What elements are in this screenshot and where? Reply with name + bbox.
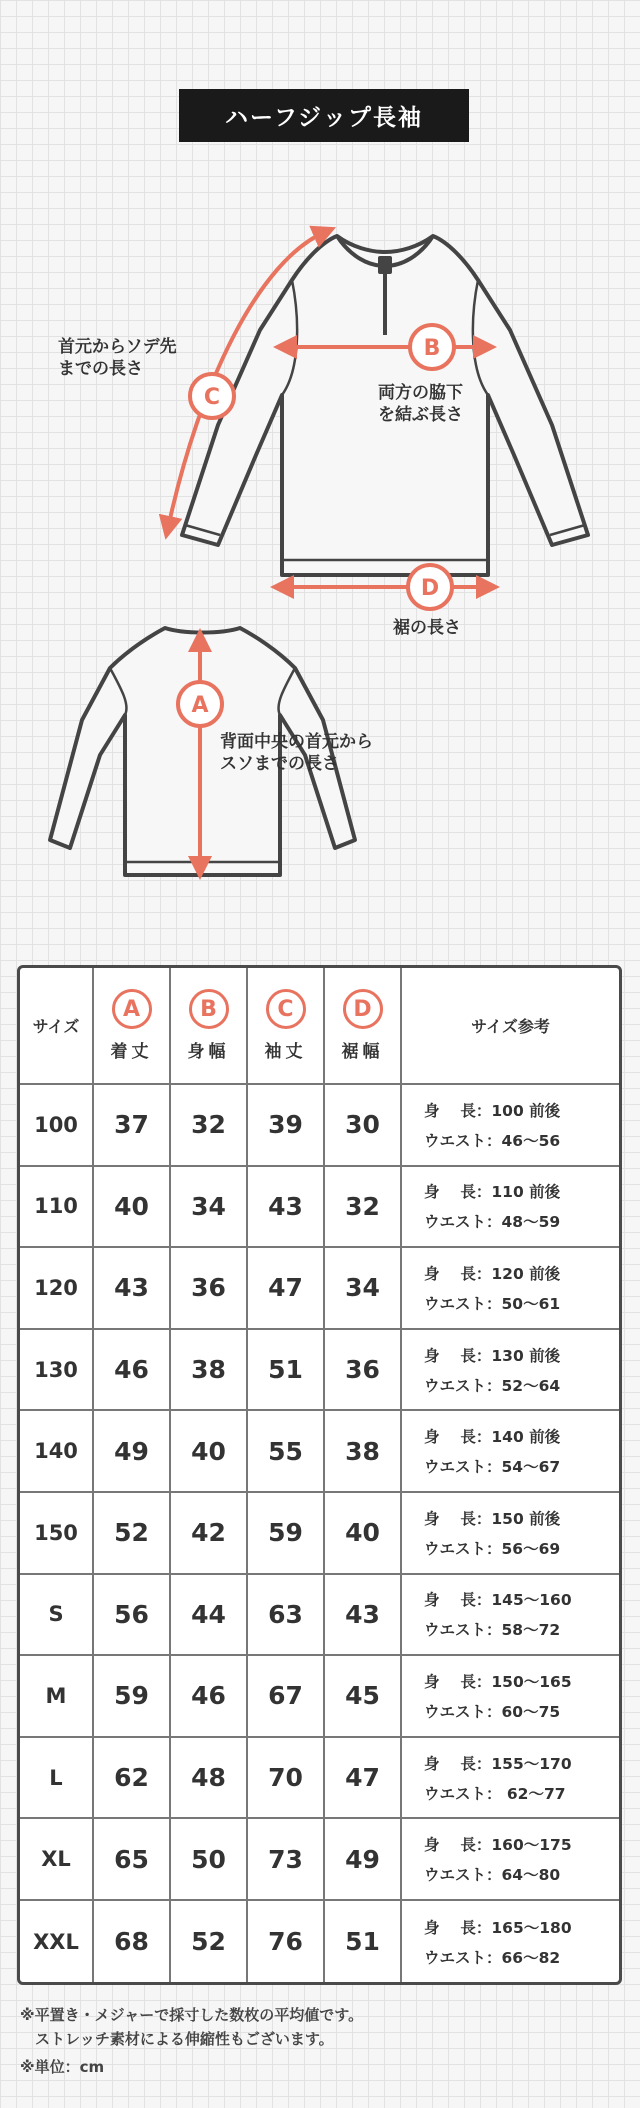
cell-b: 44 xyxy=(171,1575,248,1655)
cell-d: 47 xyxy=(325,1738,402,1818)
table-row xyxy=(20,1575,619,1657)
table-row xyxy=(20,1819,619,1901)
svg-text:B: B xyxy=(423,336,441,361)
cell-size: 110 xyxy=(20,1167,94,1247)
ref-lines xyxy=(424,1752,572,1804)
cell-d: 38 xyxy=(325,1411,402,1491)
cell-c: 43 xyxy=(248,1167,325,1247)
ref-height: 身 長：150 前後 xyxy=(424,1509,561,1528)
cell-c: 73 xyxy=(248,1819,325,1899)
marker-a-badge: A xyxy=(112,989,152,1029)
cell-b: 46 xyxy=(171,1656,248,1736)
cell-ref xyxy=(402,1085,619,1165)
cell-b: 40 xyxy=(171,1411,248,1491)
cell-a: 59 xyxy=(94,1656,171,1736)
table-row xyxy=(20,1330,619,1412)
ref-lines xyxy=(424,1180,560,1232)
label-hem: 裾の長さ xyxy=(393,618,461,638)
cell-ref xyxy=(402,1411,619,1491)
marker-c xyxy=(190,374,234,418)
cell-c: 76 xyxy=(248,1901,325,1983)
table-row xyxy=(20,1248,619,1330)
cell-size: 100 xyxy=(20,1085,94,1165)
cell-size: XXL xyxy=(20,1901,94,1983)
cell-d: 51 xyxy=(325,1901,402,1983)
table-row xyxy=(20,1656,619,1738)
ref-height: 身 長：165〜180 xyxy=(424,1918,572,1937)
table-row xyxy=(20,1493,619,1575)
header-col-a xyxy=(94,968,171,1083)
ref-height: 身 長：155〜170 xyxy=(424,1754,572,1773)
cell-ref xyxy=(402,1493,619,1573)
header-col-c xyxy=(248,968,325,1083)
ref-height: 身 長：100 前後 xyxy=(424,1101,561,1120)
size-table xyxy=(17,965,622,1985)
marker-a xyxy=(178,682,222,726)
cell-size: XL xyxy=(20,1819,94,1899)
ref-lines xyxy=(424,1916,572,1968)
cell-c: 55 xyxy=(248,1411,325,1491)
header-col-b-label: 身幅 xyxy=(187,1042,230,1062)
header-col-a-label: 着丈 xyxy=(110,1042,153,1062)
ref-waist: ウエスト： 62〜77 xyxy=(424,1784,566,1803)
ref-waist: ウエスト：52〜64 xyxy=(424,1376,561,1395)
table-row xyxy=(20,1738,619,1820)
cell-c: 70 xyxy=(248,1738,325,1818)
svg-text:A: A xyxy=(191,693,209,718)
header-col-b xyxy=(171,968,248,1083)
cell-c: 59 xyxy=(248,1493,325,1573)
note-line-1: ※平置き・メジャーで採寸した数枚の平均値です。 xyxy=(20,2006,364,2024)
cell-ref xyxy=(402,1819,619,1899)
cell-ref xyxy=(402,1738,619,1818)
table-header-row xyxy=(20,968,619,1085)
ref-waist: ウエスト：54〜67 xyxy=(424,1458,561,1477)
ref-waist: ウエスト：66〜82 xyxy=(424,1948,561,1967)
cell-d: 49 xyxy=(325,1819,402,1899)
cell-ref xyxy=(402,1656,619,1736)
cell-a: 46 xyxy=(94,1330,171,1410)
cell-d: 45 xyxy=(325,1656,402,1736)
header-col-c-label: 袖丈 xyxy=(264,1042,307,1062)
cell-a: 52 xyxy=(94,1493,171,1573)
cell-ref xyxy=(402,1330,619,1410)
marker-c-badge: C xyxy=(266,989,306,1029)
cell-ref xyxy=(402,1167,619,1247)
cell-c: 63 xyxy=(248,1575,325,1655)
svg-text:C: C xyxy=(203,385,221,410)
cell-size: L xyxy=(20,1738,94,1818)
cell-b: 34 xyxy=(171,1167,248,1247)
header-col-d-label: 裾幅 xyxy=(341,1042,384,1062)
cell-size: 120 xyxy=(20,1248,94,1328)
table-row xyxy=(20,1167,619,1249)
label-length: 背面中央の首元から スソまでの長さ xyxy=(220,732,373,774)
note-line-2: ストレッチ素材による伸縮性もございます。 xyxy=(20,2030,334,2048)
header-ref: サイズ参考 xyxy=(471,1017,550,1036)
cell-b: 42 xyxy=(171,1493,248,1573)
cell-c: 39 xyxy=(248,1085,325,1165)
cell-b: 52 xyxy=(171,1901,248,1983)
ref-height: 身 長：120 前後 xyxy=(424,1264,561,1283)
ref-height: 身 長：160〜175 xyxy=(424,1836,572,1855)
cell-size: 150 xyxy=(20,1493,94,1573)
cell-a: 43 xyxy=(94,1248,171,1328)
ref-height: 身 長：140 前後 xyxy=(424,1428,561,1447)
ref-lines xyxy=(424,1670,572,1722)
cell-a: 37 xyxy=(94,1085,171,1165)
ref-height: 身 長：130 前後 xyxy=(424,1346,561,1365)
ref-waist: ウエスト：50〜61 xyxy=(424,1294,561,1313)
cell-d: 34 xyxy=(325,1248,402,1328)
marker-d-badge: D xyxy=(343,989,383,1029)
cell-b: 50 xyxy=(171,1819,248,1899)
cell-d: 40 xyxy=(325,1493,402,1573)
cell-c: 47 xyxy=(248,1248,325,1328)
ref-waist: ウエスト：64〜80 xyxy=(424,1866,561,1885)
marker-b xyxy=(410,325,454,369)
ref-height: 身 長：145〜160 xyxy=(424,1591,572,1610)
cell-ref xyxy=(402,1901,619,1983)
cell-size: 140 xyxy=(20,1411,94,1491)
cell-size: S xyxy=(20,1575,94,1655)
ref-lines xyxy=(424,1262,560,1314)
cell-b: 32 xyxy=(171,1085,248,1165)
table-row xyxy=(20,1411,619,1493)
cell-a: 65 xyxy=(94,1819,171,1899)
label-chest: 両方の脇下 を結ぶ長さ xyxy=(378,383,463,425)
cell-d: 30 xyxy=(325,1085,402,1165)
ref-lines xyxy=(424,1425,560,1477)
marker-d xyxy=(408,565,452,609)
ref-lines xyxy=(424,1833,572,1885)
cell-a: 49 xyxy=(94,1411,171,1491)
ref-lines xyxy=(424,1507,560,1559)
ref-waist: ウエスト：58〜72 xyxy=(424,1621,561,1640)
cell-d: 36 xyxy=(325,1330,402,1410)
cell-c: 51 xyxy=(248,1330,325,1410)
svg-text:D: D xyxy=(420,576,440,601)
ref-height: 身 長：150〜165 xyxy=(424,1672,572,1691)
cell-ref xyxy=(402,1248,619,1328)
header-col-d xyxy=(325,968,402,1083)
cell-b: 48 xyxy=(171,1738,248,1818)
marker-b-badge: B xyxy=(189,989,229,1029)
cell-size: 130 xyxy=(20,1330,94,1410)
cell-b: 36 xyxy=(171,1248,248,1328)
note-line-3: ※単位：cm xyxy=(20,2058,105,2076)
table-row xyxy=(20,1901,619,1983)
ref-waist: ウエスト：46〜56 xyxy=(424,1131,561,1150)
ref-waist: ウエスト：48〜59 xyxy=(424,1213,561,1232)
cell-d: 43 xyxy=(325,1575,402,1655)
label-sleeve: 首元からソデ先 までの長さ xyxy=(58,337,177,379)
table-row xyxy=(20,1085,619,1167)
cell-ref xyxy=(402,1575,619,1655)
cell-d: 32 xyxy=(325,1167,402,1247)
cell-c: 67 xyxy=(248,1656,325,1736)
ref-waist: ウエスト：56〜69 xyxy=(424,1539,561,1558)
cell-a: 40 xyxy=(94,1167,171,1247)
ref-height: 身 長：110 前後 xyxy=(424,1183,561,1202)
cell-b: 38 xyxy=(171,1330,248,1410)
ref-waist: ウエスト：60〜75 xyxy=(424,1702,561,1721)
cell-size: M xyxy=(20,1656,94,1736)
header-size: サイズ xyxy=(20,968,94,1083)
cell-a: 68 xyxy=(94,1901,171,1983)
cell-a: 62 xyxy=(94,1738,171,1818)
ref-lines xyxy=(424,1344,560,1396)
cell-a: 56 xyxy=(94,1575,171,1655)
page-title: ハーフジップ長袖 xyxy=(179,89,469,142)
ref-lines xyxy=(424,1099,560,1151)
ref-lines xyxy=(424,1588,572,1640)
